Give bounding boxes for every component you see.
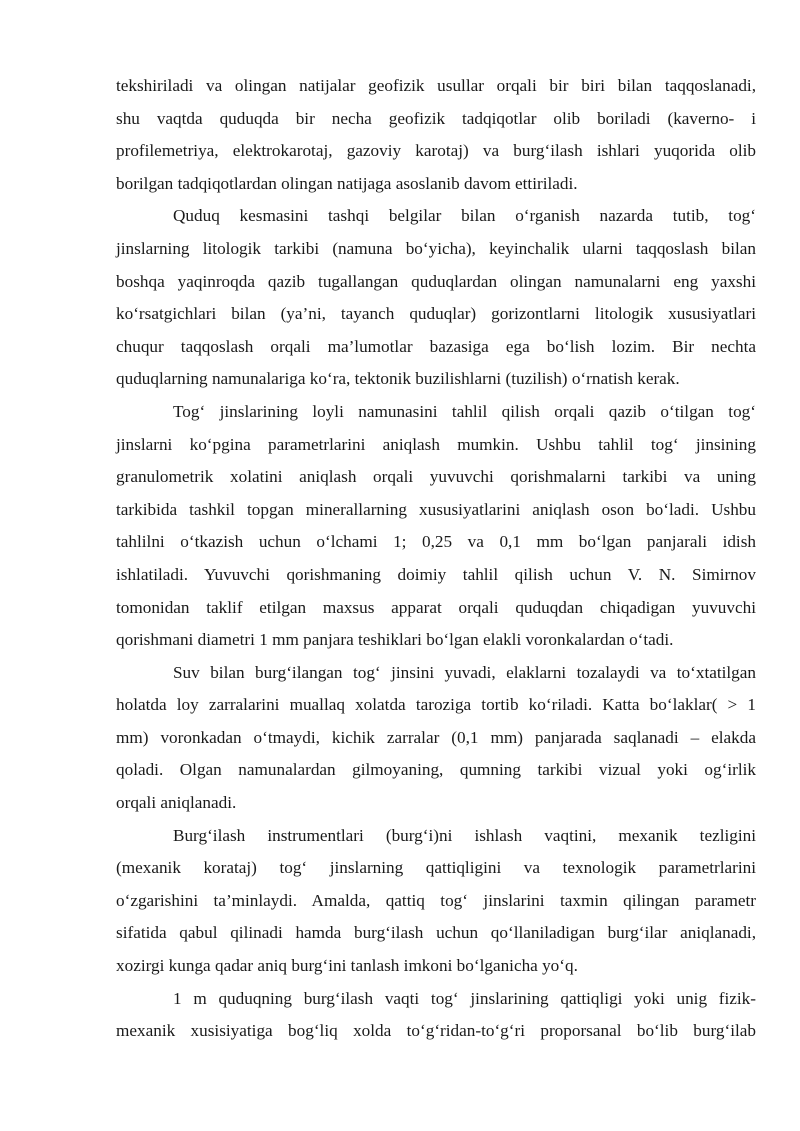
text-line: orqali aniqlanadi. <box>116 793 237 813</box>
text-line: shu vaqtda quduqda bir necha geofizik tadqiqotlar olib boriladi (kaverno- i <box>116 108 756 128</box>
text-line: Tog‘ jinslarining loyli namunasini tahlil qilish orqali qazib o‘tilgan tog‘ <box>173 401 756 421</box>
text-line: granulometrik xolatini aniqlash orqali yuvuvchi qorishmalarni tarkibi va uning <box>116 467 756 487</box>
text-line: chuqur taqqoslash orqali ma’lumotlar bazasiga ega bo‘lish lozim. Bir nechta <box>116 336 756 356</box>
paragraph <box>116 820 756 983</box>
text-line: tekshiriladi va olingan natijalar geofizik usullar orqali bir biri bilan taqqoslanadi, <box>116 76 756 95</box>
text-line: borilgan tadqiqotlardan olingan natijaga asoslanib davom ettiriladi. <box>116 173 578 193</box>
text-line: mexanik xusisiyatiga bog‘liq xolda to‘g‘ridan-to‘g‘ri proporsanal bo‘lib burg‘ilab <box>116 1021 756 1041</box>
paragraph <box>116 396 756 657</box>
text-line: tomonidan taklif etilgan maxsus apparat orqali quduqdan chiqadigan yuvuvchi <box>116 597 756 617</box>
text-line: tahlilni o‘tkazish uchun o‘lchami 1; 0,25 va 0,1 mm bo‘lgan panjarali idish <box>116 532 756 552</box>
text-line: sifatida qabul qilinadi hamda burg‘ilash uchun qo‘llaniladigan burg‘ilar aniqlanadi, <box>116 923 756 943</box>
text-line: boshqa yaqinroqda qazib tugallangan quduqlardan olingan namunalarni eng yaxshi <box>116 271 756 291</box>
text-line: qoladi. Olgan namunalardan gilmoyaning, qumning tarkibi vizual yoki og‘irlik <box>116 760 756 780</box>
paragraph <box>116 657 756 820</box>
paragraph <box>116 983 756 1048</box>
text-line: xozirgi kunga qadar aniq burg‘ini tanlash imkoni bo‘lganicha yo‘q. <box>116 956 578 976</box>
text-line: holatda loy zarralarini muallaq xolatda taroziga tortib ko‘riladi. Katta bo‘laklar( > 1 <box>116 695 756 715</box>
text-line: qorishmani diametri 1 mm panjara teshiklari bo‘lgan elakli voronkalardan o‘tadi. <box>116 630 674 650</box>
text-line: jinslarni ko‘pgina parametrlarini aniqlash mumkin. Ushbu tahlil tog‘ jinsining <box>116 434 756 454</box>
text-line: Burg‘ilash instrumentlari (burg‘i)ni ishlash vaqtini, mexanik tezligini <box>173 825 756 845</box>
text-line: quduqlarning namunalariga ko‘ra, tektonik buzilishlarni (tuzilish) o‘rnatish kerak. <box>116 369 680 389</box>
text-line: mm) voronkadan o‘tmaydi, kichik zarralar (0,1 mm) panjarada saqlanadi – elakda <box>116 727 756 747</box>
paragraph <box>116 70 756 200</box>
text-line: (mexanik korataj) tog‘ jinslarning qattiqligini va texnologik parametrlarini <box>116 858 756 878</box>
text-line: Quduq kesmasini tashqi belgilar bilan o‘rganish nazarda tutib, tog‘ <box>173 206 756 226</box>
text-line: tarkibida tashkil topgan minerallarning xususiyatlarini aniqlash oson bo‘ladi. Ushbu <box>116 499 756 519</box>
text-line: ishlatiladi. Yuvuvchi qorishmaning doimiy tahlil qilish uchun V. N. Simirnov <box>116 564 756 584</box>
text-line: Suv bilan burg‘ilangan tog‘ jinsini yuvadi, elaklarni tozalaydi va to‘xtatilgan <box>173 662 756 682</box>
paragraph <box>116 200 756 396</box>
text-line: ko‘rsatgichlari bilan (ya’ni, tayanch quduqlar) gorizontlarni litologik xususiyatlari <box>116 304 756 324</box>
text-line: o‘zgarishini ta’minlaydi. Amalda, qattiq tog‘ jinslarini taxmin qilingan parametr <box>116 890 756 910</box>
text-line: jinslarning litologik tarkibi (namuna bo‘yicha), keyinchalik ularni taqqoslash bilan <box>116 238 756 258</box>
text-line: 1 m quduqning burg‘ilash vaqti tog‘ jinslarining qattiqligi yoki unig fizik- <box>173 988 756 1008</box>
text-line: profilemetriya, elektrokarotaj, gazoviy karotaj) va burg‘ilash ishlari yuqorida olib <box>116 141 756 161</box>
body-text <box>116 70 756 1048</box>
